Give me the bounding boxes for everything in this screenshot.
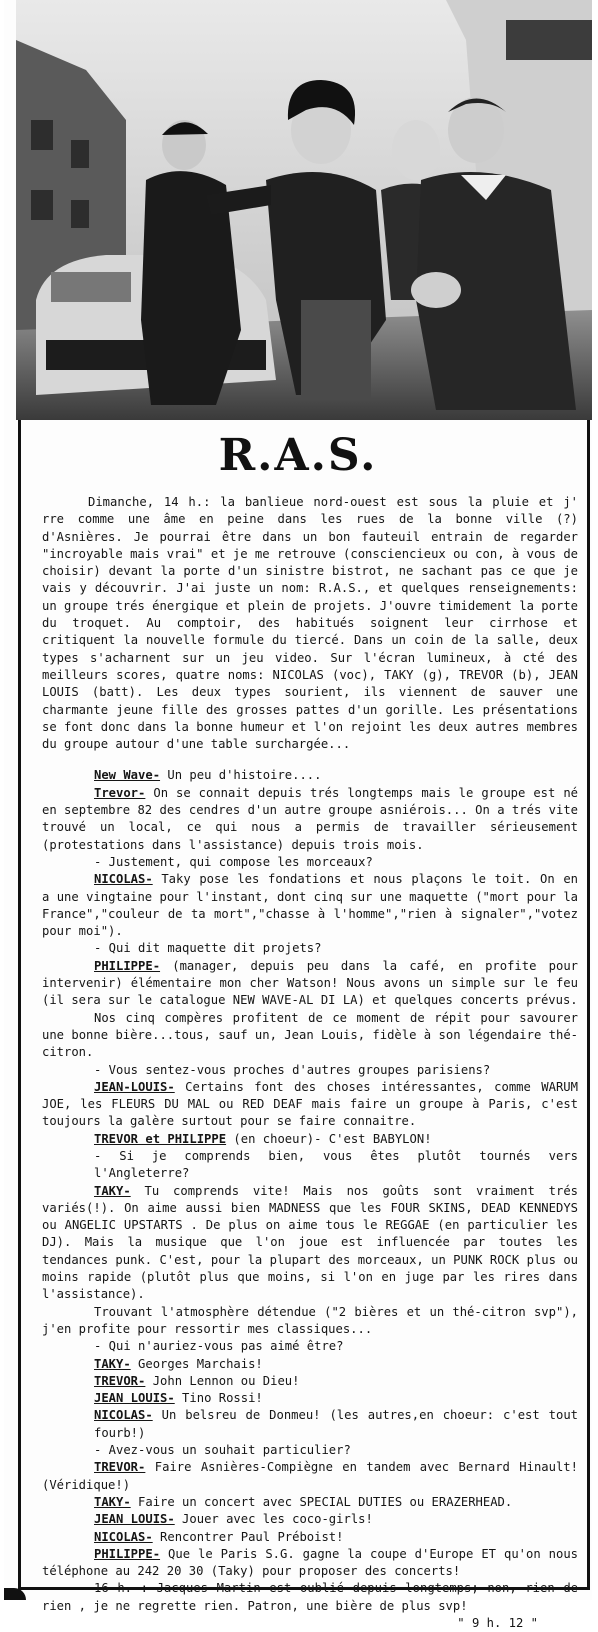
- narration-line: Trouvant l'atmosphère détendue ("2 bières et un thé-citron svp"), j'en profite pour ressortir mes classiques...: [42, 1304, 578, 1336]
- question-line: - Justement, qui compose les morceaux?: [94, 854, 373, 869]
- dialogue-line: JEAN LOUIS- Jouer avec les coco-girls!: [94, 1512, 373, 1527]
- dialogue-line: NICOLAS- Un belsreu de Donmeu! (les autres,en choeur: c'est tout fourb!): [94, 1408, 578, 1440]
- speaker-label: TAKY-: [94, 1494, 131, 1509]
- speaker-label: PHILIPPE-: [94, 958, 161, 973]
- dialogue-line: New Wave- Un peu d'histoire....: [94, 768, 322, 783]
- question-line: - Qui n'auriez-vous pas aimé être?: [94, 1339, 344, 1354]
- dialogue-line: TREVOR- Faire Asnières-Compiègne en tandem avec Bernard Hinault!(Véridique!): [42, 1460, 578, 1492]
- band-photo: [16, 0, 592, 420]
- band-photo-image: [16, 0, 592, 420]
- magazine-page: [4, 0, 592, 1630]
- dialogue-line: Trevor- On se connait depuis trés longtemps mais le groupe est né en septembre 82 des cendres d'un autre groupe asniérois... On a trés vite trouvé un local, ce qui nous a permis de travailler sérieusement (protestations dans l'assistance) depuis trois mois.: [42, 785, 578, 852]
- dialogue-line: TAKY- Tu comprends vite! Mais nos goûts sont vraiment trés variés(!). On aime aussi bien MADNESS que les FOUR SKINS, DEAD KENNEDYS ou ANGELIC UPSTARTS . De plus on aime tous le REGGAE (en particulier les DJ). Mais la musique que l'on joue est influencée par toutes les tendances punk. C'est, pour la plupart des morceaux, un PUNK ROCK plus ou moins rapide (plutôt plus que moins, si l'on en juge par les rires dans l'assistance).: [42, 1183, 578, 1302]
- dialogue-line: NICOLAS- Rencontrer Paul Préboist!: [94, 1529, 344, 1544]
- article-title: R.A.S.: [218, 430, 378, 481]
- question-line: - Vous sentez-vous proches d'autres groupes parisiens?: [94, 1062, 491, 1077]
- speaker-label: TREVOR-: [94, 1373, 146, 1388]
- speaker-label: TAKY-: [94, 1183, 131, 1198]
- speaker-label: TREVOR-: [94, 1460, 146, 1475]
- signature: " 9 h. 12 ": [457, 1616, 538, 1630]
- speaker-label: NICOLAS-: [94, 872, 153, 887]
- dialogue-line: PHILIPPE- (manager, depuis peu dans la café, en profite pour intervenir) élémentaire mon cher Watson! Nous avons un simple sur le feu (il sera sur le catalogue NEW WAVE-AL DI LA) et quelques concerts prévus.: [42, 958, 578, 1008]
- dialogue-line: JEAN-LOUIS- Certains font des choses intéressantes, comme WARUM JOE, les FLEURS DU MAL ou RED DEAF mais faire un groupe à Paris, c'est toujours la galère surtout pour se faire connaitre.: [42, 1079, 578, 1129]
- speaker-label: New Wave-: [94, 768, 161, 783]
- speaker-label: JEAN-LOUIS-: [94, 1079, 175, 1094]
- dialogue-line: TAKY- Georges Marchais!: [94, 1356, 263, 1371]
- article-body: [42, 494, 578, 1632]
- speaker-label: Trevor-: [94, 785, 146, 800]
- speaker-label: PHILIPPE-: [94, 1546, 161, 1561]
- dialogue-line: PHILIPPE- Que le Paris S.G. gagne la coupe d'Europe ET qu'on nous téléphone au 242 20 30 (Taky) pour proposer des concerts!: [42, 1546, 578, 1579]
- speaker-label: JEAN LOUIS-: [94, 1391, 175, 1406]
- dialogue-line: NICOLAS- Taky pose les fondations et nous plaçons le toit. On en a une vingtaine pour l'instant, dont cinq sur une maquette ("mort pour la France","couleur de ta mort","chasse à l'homme","rien à signaler","votez pour moi").: [42, 872, 578, 939]
- dialogue-line: TREVOR et PHILIPPE (en choeur)- C'est BABYLON!: [94, 1131, 432, 1146]
- speaker-label: JEAN LOUIS-: [94, 1512, 175, 1527]
- dialogue-line: JEAN LOUIS- Tino Rossi!: [94, 1391, 263, 1406]
- narration-line: Nos cinq compères profitent de ce moment de répit pour savourer une bonne bière...tous, sauf un, Jean Louis, fidèle à son légendaire thé-citron.: [42, 1010, 578, 1060]
- question-line: - Si je comprends bien, vous êtes plutôt tournés vers l'Angleterre?: [94, 1148, 578, 1181]
- intro-paragraph: Dimanche, 14 h.: la banlieue nord-ouest est sous la pluie et j' rre comme une âme en peine dans les rues de la bonne ville (?) d'Asnières. Je pourrai être dans un bon fauteuil entrain de regarder "incroyable mais vrai" et je me retrouve (consciencieux ou con, à vous de choisir) devant la porte d'un sinistre bistrot, ne sachant pas ce que je vais y découvrir. J'ai juste un nom: R.A.S., et quelques renseignements: un groupe trés énergique et plein de projets. J'ouvre timidement la porte du troquet. Au comptoir, des habitués soignent leur cirrhose et critiquent la nouvelle formule du tiercé. Dans un coin de la salle, deux types s'acharnent sur un jeu video. Sur l'écran lumineux, à cté des meilleurs scores, quatre noms: NICOLAS (voc), TAKY (g), TREVOR (b), JEAN LOUIS (batt). Les deux types sourient, ils viennent de sauver une charmante jeune fille des grosses pattes d'un gorille. Les présentations se font donc dans la bonne humeur et l'on rejoint les deux autres membres du groupe autour d'une table surchargée...: [42, 495, 578, 752]
- dialogue-line: TAKY- Faire un concert avec SPECIAL DUTIES ou ERAZERHEAD.: [94, 1494, 513, 1509]
- question-line: - Avez-vous un souhait particulier?: [94, 1443, 351, 1458]
- dialogue-line: TREVOR- John Lennon ou Dieu!: [94, 1373, 300, 1388]
- speaker-label: NICOLAS-: [94, 1529, 153, 1544]
- question-line: - Qui dit maquette dit projets?: [94, 941, 322, 956]
- closing-line: 16 h. : Jacques Martin est oublié depuis longtemps; non, rien de rien , je ne regrette rien. Patron, une bière de plus svp!: [42, 1581, 578, 1613]
- speaker-label: TAKY-: [94, 1356, 131, 1371]
- speaker-label: NICOLAS-: [94, 1408, 153, 1423]
- speaker-label: TREVOR et PHILIPPE: [94, 1131, 227, 1146]
